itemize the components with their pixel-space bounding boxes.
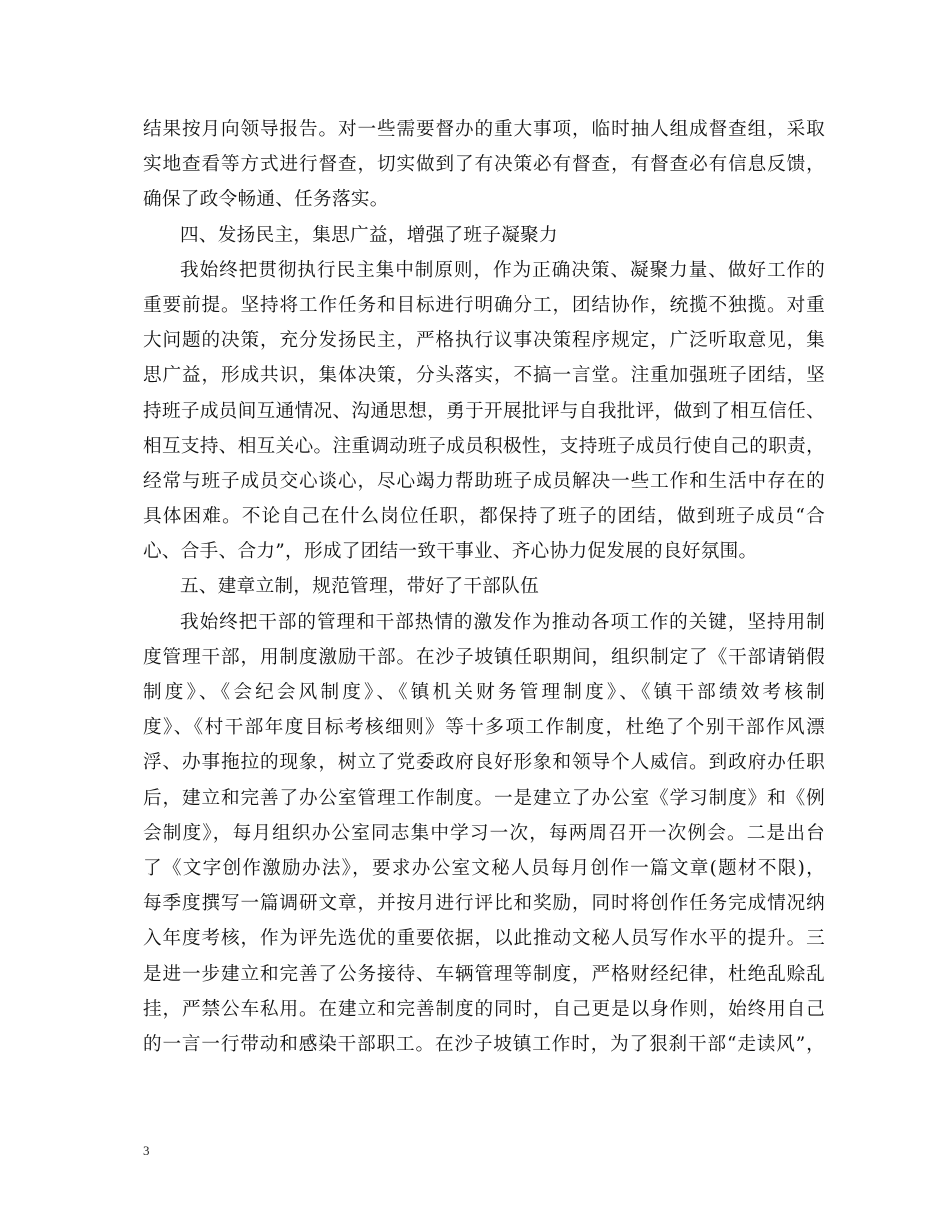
text-line: 四、发扬民主，集思广益，增强了班子凝聚力 <box>180 224 558 246</box>
text-line: 是进一步建立和完善了公务接待、车辆管理等制度，严格财经纪律，杜绝乱赊乱 <box>143 963 825 985</box>
text-line: 会制度》，每月组织办公室同志集中学习一次，每两周召开一次例会。二是出台 <box>143 822 825 844</box>
text-line: 我始终把贯彻执行民主集中制原则，作为正确决策、凝聚力量、做好工作的 <box>180 259 825 281</box>
text-line: 确保了政令畅通、任务落实。 <box>143 189 389 211</box>
text-line: 挂，严禁公车私用。在建立和完善制度的同时，自己更是以身作则，始终用自己 <box>143 998 825 1020</box>
text-line: 具体困难。不论自己在什么岗位任职，都保持了班子的团结，做到班子成员“合 <box>143 506 825 528</box>
text-line: 度管理干部，用制度激励干部。在沙子坡镇任职期间，组织制定了《干部请销假 <box>143 646 825 668</box>
text-line: 思广益，形成共识，集体决策，分头落实，不搞一言堂。注重加强班子团结，坚 <box>143 365 825 387</box>
text-line: 度》、《村干部年度目标考核细则》等十多项工作制度，杜绝了个别干部作风漂 <box>143 717 825 739</box>
text-line: 每季度撰写一篇调研文章，并按月进行评比和奖励，同时将创作任务完成情况纳 <box>143 893 825 915</box>
text-line: 了《文字创作激励办法》，要求办公室文秘人员每月创作一篇文章(题材不限)， <box>143 857 825 879</box>
text-line: 经常与班子成员交心谈心，尽心竭力帮助班子成员解决一些工作和生活中存在的 <box>143 470 825 492</box>
text-line: 我始终把干部的管理和干部热情的激发作为推动各项工作的关键，坚持用制 <box>180 611 825 633</box>
text-line: 浮、办事拖拉的现象，树立了党委政府良好形象和领导个人威信。到政府办任职 <box>143 752 825 774</box>
text-line: 实地查看等方式进行督查，切实做到了有决策必有督查，有督查必有信息反馈， <box>143 154 825 176</box>
text-line: 持班子成员间互通情况、沟通思想，勇于开展批评与自我批评，做到了相互信任、 <box>143 400 825 422</box>
text-line: 相互支持、相互关心。注重调动班子成员积极性，支持班子成员行使自己的职责， <box>143 435 825 457</box>
text-line: 心、合手、合力”，形成了团结一致干事业、齐心协力促发展的良好氛围。 <box>143 541 758 563</box>
text-line: 重要前提。坚持将工作任务和目标进行明确分工，团结协作，统揽不独揽。对重 <box>143 294 825 316</box>
text-line: 五、建章立制，规范管理，带好了干部队伍 <box>180 576 539 598</box>
text-line: 结果按月向领导报告。对一些需要督办的重大事项，临时抽人组成督查组，采取 <box>143 119 825 140</box>
text-line: 后，建立和完善了办公室管理工作制度。一是建立了办公室《学习制度》和《例 <box>143 787 825 809</box>
text-line: 的一言一行带动和感染干部职工。在沙子坡镇工作时，为了狠刹干部“走读风”， <box>143 1033 825 1055</box>
page-number: 3 <box>143 1143 150 1158</box>
text-line: 入年度考核，作为评先选优的重要依据，以此推动文秘人员写作水平的提升。三 <box>143 928 825 950</box>
text-line: 大问题的决策，充分发扬民主，严格执行议事决策程序规定，广泛听取意见，集 <box>143 330 825 352</box>
document-body <box>143 112 825 1062</box>
text-line: 制度》、《会纪会风制度》、《镇机关财务管理制度》、《镇干部绩效考核制 <box>143 682 825 703</box>
